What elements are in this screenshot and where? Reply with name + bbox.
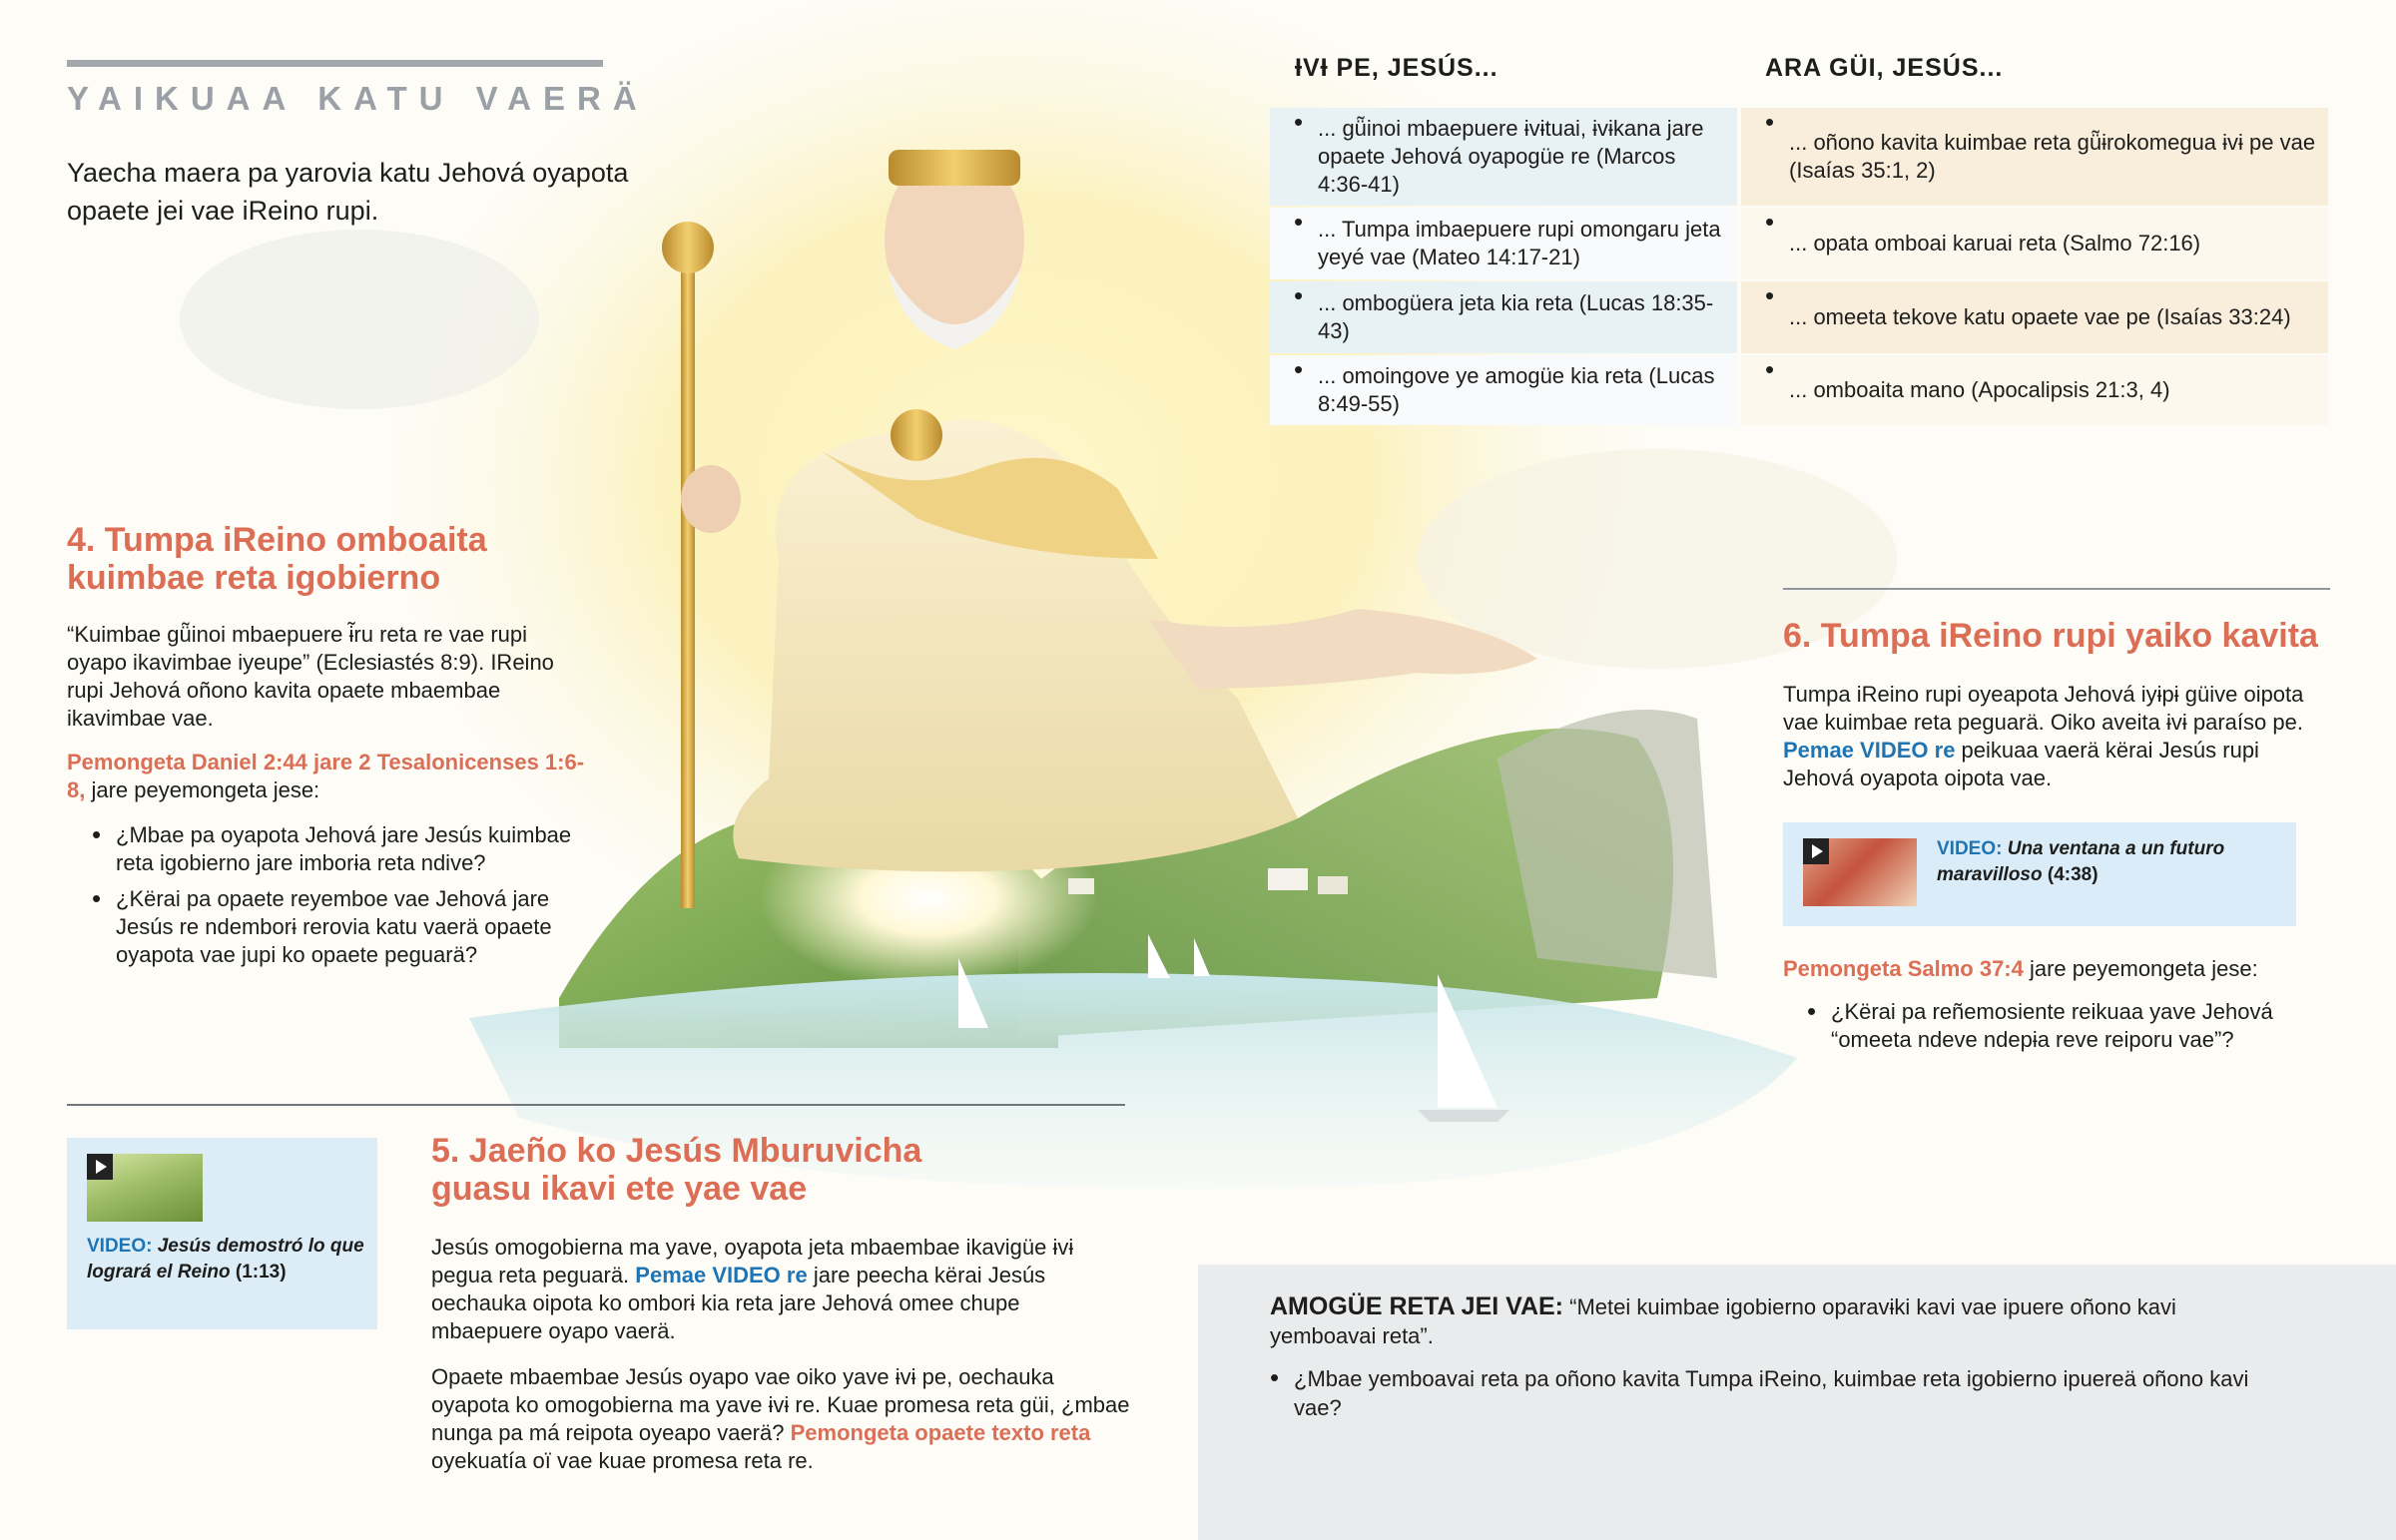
video-thumbnail[interactable]: [87, 1154, 203, 1222]
section-5-paragraph-2: Opaete mbaembae Jesús oyapo vae oiko yave ɨvɨ pe, oechauka oyapota ko omogobierna ma yave ɨvɨ re. Kuae promesa reta güi, ¿mbae nunga pa má reipota oyeapo vaerä? Pemongeta opaete texto reta oyekuatía oï vae kuae promesa reta re.: [431, 1364, 1130, 1473]
table-cell-left: • ... omoingove ye amogüe kia reta (Lucas 8:49-55): [1270, 355, 1737, 425]
section-4-title: 4. Tumpa iReino omboaita kuimbae reta igobierno: [67, 521, 487, 597]
table-cell-right: • ... opata omboai karuai reta (Salmo 72:16): [1741, 208, 2328, 279]
section-6-video-link[interactable]: Pemae VIDEO re: [1783, 738, 1956, 763]
section-5-paragraph-1: Jesús omogobierna ma yave, oyapota jeta mbaembae ikavigüe ɨvɨ pegua reta peguarä. Pemae VIDEO re jare peecha kërai Jesús oechauka oipota ko omborɨ kia reta jare Jehová omee chupe mbaepuere oyapo vaerä.: [431, 1235, 1074, 1343]
section-4-questions: [92, 821, 601, 977]
table-cell-left: • ... Tumpa imbaepuere rupi omongaru jeta yeyé vae (Mateo 14:17-21): [1270, 208, 1737, 279]
section-4-quote: “Kuimbae gü̃inoi mbaepuere ɨ̃ru reta re vae rupi oyapo ikavimbae iyeupe” (Eclesiastés 8:9). IReino rupi Jehová oñono kavita opaete mbaembae ikavimbae vae.: [67, 622, 554, 731]
video-caption: VIDEO: Una ventana a un futuro maravilloso (4:38): [1937, 838, 2225, 885]
list-item: • ¿Mbae yemboavai reta pa oñono kavita Tumpa iReino, kuimbae reta igobierno ipuereä oñono kavi vae?: [1270, 1364, 2268, 1422]
section-5-video-link[interactable]: Pemae VIDEO re: [635, 1263, 808, 1287]
section-5-rule: [67, 1104, 1125, 1106]
table-cell-right: • ... oñono kavita kuimbae reta gü̃ɨrokomegua ɨvɨ pe vae (Isaías 35:1, 2): [1741, 108, 2328, 206]
summary-statement: AMOGÜE RETA JEI VAE: “Metei kuimbae igobierno oparavɨki kavi vae ipuere oñono kavi yemboavai reta”.: [1270, 1292, 2176, 1348]
video-card-future[interactable]: [1783, 822, 2296, 926]
section-6-questions: [1807, 998, 2326, 1062]
video-thumbnail[interactable]: [1803, 838, 1917, 906]
summary-heading: AMOGÜE RETA JEI VAE:: [1270, 1292, 1564, 1320]
table-heading-left: ƗVƗ PE, JESÚS...: [1295, 54, 1498, 82]
list-item: • ¿Kërai pa opaete reyemboe vae Jehová jare Jesús re ndemborɨ rerovia katu vaerä opaete oyapota vae jupi ko opaete peguarä?: [92, 885, 601, 969]
table-heading-right: ARA GÜI, JESÚS...: [1765, 54, 2004, 82]
section-4-scripture-link[interactable]: Pemongeta Daniel 2:44 jare 2 Tesalonicenses 1:6-8,: [67, 750, 585, 802]
list-item: • ¿Kërai pa reñemosiente reikuaa yave Jehová “omeeta ndeve ndepɨa reve reiporu vae”?: [1807, 998, 2326, 1054]
play-icon[interactable]: [1803, 838, 1829, 864]
section-4-reading: Pemongeta Daniel 2:44 jare 2 Tesalonicenses 1:6-8, jare peyemongeta jese:: [67, 750, 585, 802]
table-cell-left: • ... gü̃inoi mbaepuere ɨvɨtuai, ɨvɨkana jare opaete Jehová oyapogüe re (Marcos 4:36-41): [1270, 108, 1737, 206]
section-5-scripture-link[interactable]: Pemongeta opaete texto reta: [790, 1420, 1091, 1445]
summary-questions: [1270, 1364, 2268, 1430]
section-6-reading: Pemongeta Salmo 37:4 jare peyemongeta jese:: [1783, 956, 2258, 981]
section-6-body: Tumpa iReino rupi oyeapota Jehová iyɨpɨ güive oipota vae kuimbae reta peguarä. Oiko aveita ɨvɨ paraíso pe. Pemae VIDEO re peikuaa vaerä kërai Jesús rupi Jehová oyapota oipota vae.: [1783, 682, 2304, 790]
table-cell-right: • ... omeeta tekove katu opaete vae pe (Isaías 33:24): [1741, 281, 2328, 353]
section-6-title: 6. Tumpa iReino rupi yaiko kavita: [1783, 617, 2318, 655]
section-6-scripture-link[interactable]: Pemongeta Salmo 37:4: [1783, 956, 2024, 981]
section-5-title: 5. Jaeño ko Jesús Mburuvicha guasu ikavi ete yae vae: [431, 1132, 922, 1208]
table-cell-right: • ... omboaita mano (Apocalipsis 21:3, 4): [1741, 355, 2328, 425]
list-item: • ¿Mbae pa oyapota Jehová jare Jesús kuimbae reta igobierno jare imborɨa reta ndive?: [92, 821, 601, 877]
header-intro: Yaecha maera pa yarovia katu Jehová oyapota opaete jei vae iReino rupi.: [67, 158, 629, 226]
play-icon[interactable]: [87, 1154, 113, 1180]
summary-box: [1198, 1265, 2396, 1540]
header-kicker: YAIKUAA KATU VAERÄ: [67, 80, 649, 117]
video-caption: VIDEO: Jesús demostró lo que logrará el Reino (1:13): [87, 1236, 364, 1283]
header-rule: [67, 60, 603, 67]
section-6-rule: [1783, 588, 2330, 590]
table-cell-left: • ... ombogüera jeta kia reta (Lucas 18:35-43): [1270, 281, 1737, 353]
video-card-kingdom[interactable]: [67, 1138, 377, 1329]
